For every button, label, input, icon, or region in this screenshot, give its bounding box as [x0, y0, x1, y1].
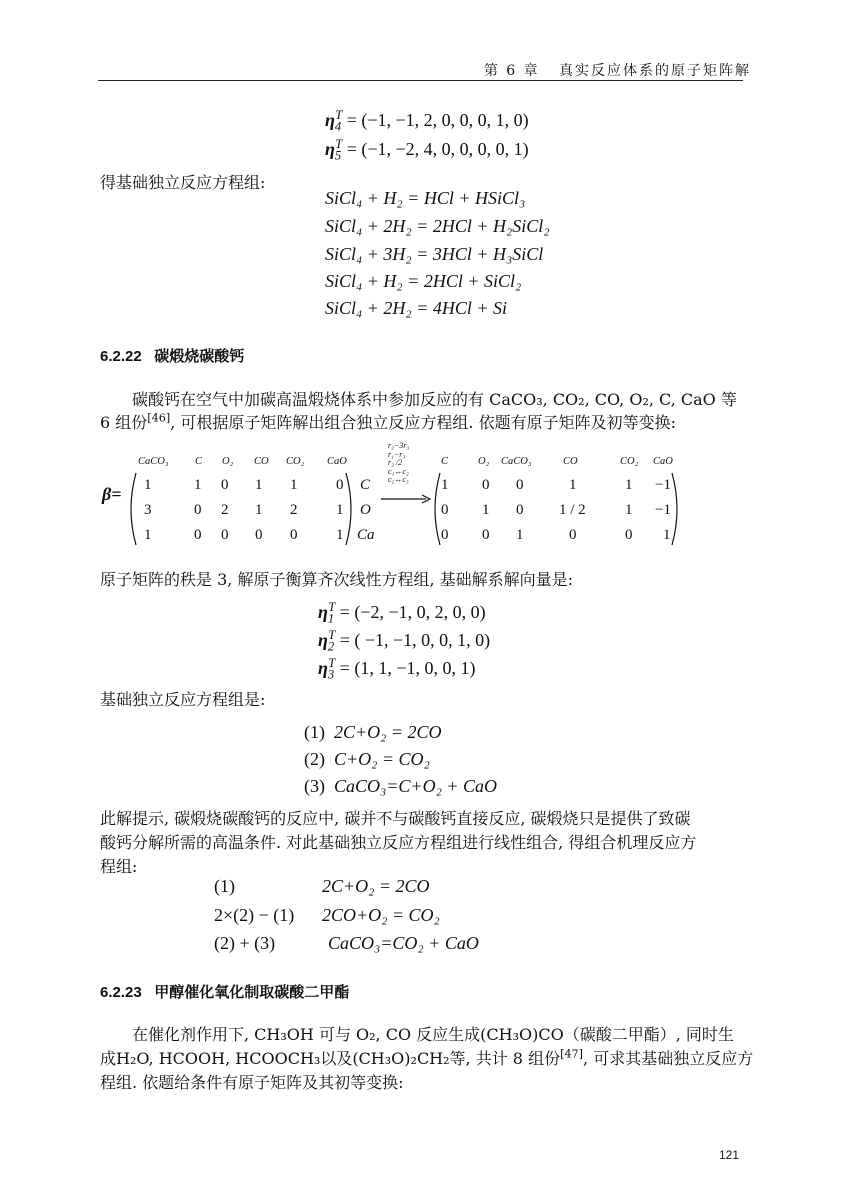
matrix-cell: 1: [516, 527, 524, 543]
matrix-cell: 0: [482, 477, 490, 493]
matrix-cell: 1: [625, 477, 633, 493]
paragraph-calcium-carbonate-line1: 碳酸钙在空气中加碳高温煅烧体系中参加反应的有 CaCO₃, CO₂, CO, O₂, C, CaO 等: [132, 390, 737, 409]
matrix-cell: 1: [255, 477, 263, 493]
matrix-cell: 0: [194, 502, 202, 518]
atomic-matrix: [98, 440, 698, 550]
equation-sicl-1: SiCl₄ + H₂ = HCl + HSiCl₃: [325, 188, 526, 208]
matrix-cell: −1: [655, 502, 671, 518]
vector-eta1: $\eta_1^T = (-2$, −1, 0, 2, 0, 0): [318, 600, 486, 626]
citation-46: [46]: [147, 411, 171, 425]
matrix-cell: 1: [625, 502, 633, 518]
matrix-col-header: CaCO₃: [138, 456, 169, 467]
elementary-operations: r₂−3r₃ r₁−r₃ r₂ /2 c₁↔c₂ c₂↔c₃: [388, 441, 410, 484]
matrix-cell: 1: [336, 502, 344, 518]
matrix-cell: 1: [663, 527, 671, 543]
paragraph-hint-line1: 此解提示, 碳煅烧碳酸钙的反应中, 碳并不与碳酸钙直接反应, 碳煅烧只是提供了致碳: [100, 809, 691, 828]
paragraph-rank: 原子矩阵的秩是 3, 解原子衡算齐次线性方程组, 基础解系解向量是:: [100, 570, 574, 589]
matrix-col-header: CaCO₃: [501, 456, 532, 467]
paragraph-basic-eqs-2: 基础独立反应方程组是:: [100, 690, 266, 709]
matrix-cell: 1: [441, 477, 449, 493]
paragraph-dmc-line2: 成H₂O, HCOOH, HCOOCH₃以及(CH₃O)₂CH₂等, 共计 8 组份[47], 可求其基础独立反应方: [100, 1047, 754, 1068]
matrix-cell: 0: [441, 502, 449, 518]
paragraph-basic-eqs-intro: 得基础独立反应方程组:: [100, 173, 266, 192]
matrix-col-header: CaO: [327, 456, 347, 467]
chapter-label: 第 6 章: [483, 63, 540, 79]
matrix-left-paren: [428, 472, 442, 546]
matrix-col-header: C: [195, 456, 203, 467]
combo-equation-3: CaCO₃=CO₂ + CaO: [328, 933, 479, 953]
matrix-cell: −1: [655, 477, 671, 493]
matrix-col-header: CaO: [653, 456, 673, 467]
basic-equation-1: (1) 2C+O₂ = 2CO: [304, 722, 442, 742]
matrix-row-label: C: [360, 477, 371, 493]
vector-eta5: $\eta_5^T = (-1$, −2, 4, 0, 0, 0, 0, 1): [325, 137, 529, 163]
matrix-col-header: CO: [563, 456, 578, 467]
matrix-cell: 1: [255, 502, 263, 518]
matrix-cell: 0: [255, 527, 263, 543]
matrix-cell: 0: [194, 527, 202, 543]
transform-arrow-icon: [380, 493, 432, 505]
matrix-col-header: CO: [254, 456, 269, 467]
equation-sicl-3: SiCl₄ + 3H₂ = 3HCl + H₃SiCl: [325, 244, 544, 264]
basic-equation-3: (3) CaCO₃=C+O₂ + CaO: [304, 776, 497, 796]
matrix-left-paren: [124, 472, 138, 546]
matrix-cell: 1: [336, 527, 344, 543]
paragraph-hint-line2: 酸钙分解所需的高温条件. 对此基础独立反应方程组进行线性组合, 得组合机理反应方: [100, 833, 697, 852]
matrix-cell: 3: [144, 502, 152, 518]
combo-label-1: (1): [214, 876, 235, 896]
matrix-cell: 1: [144, 527, 152, 543]
matrix-col-header: CO₂: [620, 456, 639, 467]
section-heading-6-2-22: 6.2.22 碳煅烧碳酸钙: [100, 348, 245, 365]
combo-equation-2: 2CO+O₂ = CO₂: [322, 905, 440, 925]
page-number: 121: [718, 1148, 739, 1162]
matrix-cell: 1 / 2: [559, 502, 586, 518]
matrix-cell: 0: [336, 477, 344, 493]
paragraph-calcium-carbonate-line2: 6 组份[46], 可根据原子矩阵解出组合独立反应方程组. 依题有原子矩阵及初等变换:: [100, 411, 676, 432]
section-heading-6-2-23: 6.2.23 甲醇催化氧化制取碳酸二甲酯: [100, 984, 350, 1001]
paragraph-hint-line3: 程组:: [100, 857, 138, 876]
citation-47: [47]: [560, 1047, 584, 1061]
paragraph-dmc-line1: 在催化剂作用下, CH₃OH 可与 O₂, CO 反应生成(CH₃O)CO（碳酸二甲酯）, 同时生: [132, 1025, 734, 1044]
matrix-cell: 0: [441, 527, 449, 543]
combo-label-2: 2×(2) − (1): [214, 905, 295, 925]
matrix-right-paren: [670, 472, 684, 546]
matrix-row-label: O: [360, 502, 371, 518]
matrix-cell: 1: [144, 477, 152, 493]
matrix-cell: 1: [482, 502, 490, 518]
matrix-cell: 0: [221, 527, 229, 543]
running-header: [484, 60, 751, 80]
header-rule: [98, 80, 743, 81]
matrix-right-paren: [344, 472, 358, 546]
matrix-beta-label: β=: [102, 484, 122, 504]
matrix-cell: 0: [625, 527, 633, 543]
matrix-cell: 0: [290, 527, 298, 543]
matrix-cell: 0: [569, 527, 577, 543]
vector-eta4: $\eta_4^T = (-1$, −1, 2, 0, 0, 0, 1, 0): [325, 108, 529, 134]
matrix-cell: 2: [221, 502, 229, 518]
matrix-cell: 0: [516, 477, 524, 493]
vector-eta2: $\eta_2^T$ = ( −1, −1, 0, 0, 1, 0): [318, 628, 491, 654]
equation-sicl-4: SiCl₄ + H₂ = 2HCl + SiCl₂: [325, 271, 522, 291]
matrix-cell: 2: [290, 502, 298, 518]
chapter-title: 真实反应体系的原子矩阵解: [559, 63, 751, 79]
matrix-cell: 1: [569, 477, 577, 493]
equation-sicl-2: SiCl₄ + 2H₂ = 2HCl + H₂SiCl₂: [325, 216, 550, 236]
matrix-col-header: O₂: [478, 456, 490, 467]
matrix-row-label: Ca: [357, 527, 375, 543]
combo-label-3: (2) + (3): [214, 933, 276, 953]
matrix-cell: 1: [194, 477, 202, 493]
matrix-col-header: O₂: [222, 456, 234, 467]
matrix-col-header: C: [441, 456, 449, 467]
matrix-cell: 0: [221, 477, 229, 493]
basic-equation-2: (2) C+O₂ = CO₂: [304, 749, 430, 769]
matrix-cell: 1: [290, 477, 298, 493]
vector-eta3: $\eta_3^T = (1$, 1, −1, 0, 0, 1): [318, 656, 476, 682]
equation-sicl-5: SiCl₄ + 2H₂ = 4HCl + Si: [325, 298, 507, 318]
matrix-col-header: CO₂: [286, 456, 305, 467]
paragraph-dmc-line3: 程组. 依题给条件有原子矩阵及其初等变换:: [100, 1073, 404, 1092]
matrix-cell: 0: [482, 527, 490, 543]
combo-equation-1: 2C+O₂ = 2CO: [322, 876, 430, 896]
matrix-cell: 0: [516, 502, 524, 518]
